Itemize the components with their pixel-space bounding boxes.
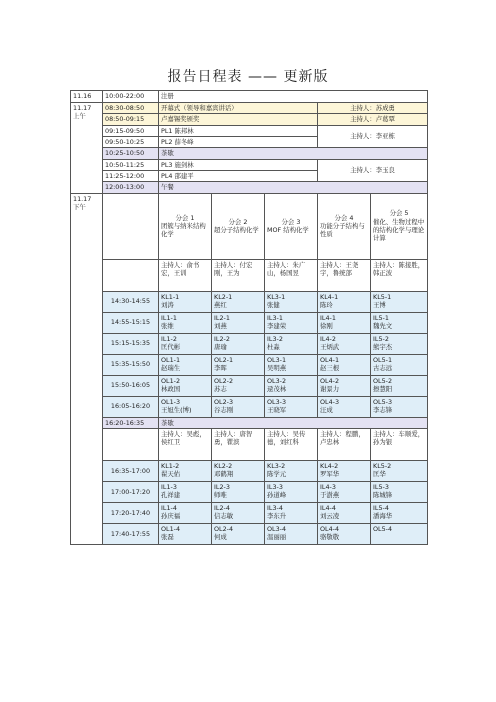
session-name: 分会 5: [389, 209, 409, 218]
session-topic: 超分子结构化学: [214, 226, 259, 235]
talk-cell: [212, 291, 265, 312]
talk-code: OL4-1: [320, 355, 340, 364]
session-host-cell: 主持人：吴传德，刘红科: [265, 428, 318, 460]
talk-code: OL1-3: [161, 397, 181, 406]
talk-cell: [212, 396, 265, 417]
speaker-name: 刘燕: [214, 321, 227, 330]
talk-cell: [212, 333, 265, 354]
talk-code: OL5-1: [373, 355, 393, 364]
session-host-cell: 主持人：朱广山，杨国昱: [265, 259, 318, 291]
date-label: 11.17: [73, 104, 92, 112]
speaker-name: 陈城锋: [373, 491, 393, 500]
talk-cell: [318, 523, 371, 544]
talk-cell: [318, 481, 371, 502]
plenary-cell: PL3 施剑林: [159, 159, 318, 170]
talk-code: OL4-4: [320, 524, 340, 533]
speaker-name: 林政国: [161, 384, 181, 393]
period-label: 上午: [73, 112, 86, 121]
speaker-name: 于澍燕: [320, 491, 340, 500]
talk-code: IL4-2: [320, 334, 336, 343]
speaker-name: 赵瑞生: [161, 363, 181, 372]
host-cell: 主持人：李玉良: [318, 159, 428, 182]
talk-cell: [371, 312, 428, 333]
speaker-name: 魏先文: [373, 321, 393, 330]
speaker-name: 谢景力: [320, 384, 340, 393]
talk-cell: [318, 460, 371, 481]
speaker-name: 逯茂林: [267, 384, 287, 393]
talk-cell: [265, 312, 318, 333]
blank-cell: [103, 428, 159, 460]
talk-code: OL3-1: [267, 355, 287, 364]
time-cell: 17:40-17:55: [103, 523, 159, 544]
session-host-cell: 主持人：程鹏，卢忠林: [318, 428, 371, 460]
opening-cell: 开幕式（领导和嘉宾讲话）: [159, 103, 318, 114]
date-cell: 11.16: [71, 91, 103, 103]
afternoon-date-cell: [71, 193, 103, 544]
speaker-name: 擦慧阳: [373, 384, 393, 393]
time-cell: 17:20-17:40: [103, 502, 159, 523]
talk-cell: [371, 333, 428, 354]
session-name: 分会 4: [334, 213, 354, 222]
session-host-cell: 主持人：陈接胜，韩正波: [371, 259, 428, 291]
speaker-name: 汪成: [320, 405, 333, 414]
talk-code: KL2-2: [214, 461, 233, 470]
talk-cell: [371, 481, 428, 502]
session-header-cell: [159, 193, 212, 259]
talk-cell: [318, 375, 371, 396]
talk-code: OL3-2: [267, 376, 287, 385]
session-header-cell: [318, 193, 371, 259]
talk-code: IL2-2: [214, 334, 230, 343]
talk-cell: [371, 291, 428, 312]
speaker-name: 张维: [161, 321, 174, 330]
speaker-name: 骆敬敬: [320, 533, 340, 542]
talk-code: IL3-2: [267, 334, 283, 343]
speaker-name: 燕红: [214, 300, 227, 309]
time-cell: 08:50-09:15: [103, 114, 159, 125]
speaker-name: 王旭生(博): [161, 405, 192, 414]
plenary-cell: PL1 陈邦林: [159, 125, 318, 136]
time-cell: 16:20-16:35: [103, 417, 159, 428]
talk-code: KL5-1: [373, 292, 392, 301]
speaker-name: 罗军华: [320, 470, 340, 479]
talk-cell: [318, 312, 371, 333]
speaker-name: 李志锋: [373, 405, 393, 414]
talk-cell: [212, 502, 265, 523]
talk-code: IL4-3: [320, 482, 336, 491]
talk-cell: [371, 354, 428, 375]
session-topic: 功能分子结构与性质: [320, 221, 365, 239]
speaker-name: 张健: [267, 300, 280, 309]
speaker-name: 刘云凌: [320, 512, 340, 521]
talk-cell: [265, 354, 318, 375]
blank-cell: [103, 259, 159, 291]
plenary-cell: PL4 邵建平: [159, 170, 318, 181]
talk-cell: [265, 291, 318, 312]
talk-code: OL1-4: [161, 524, 181, 533]
talk-cell: [159, 396, 212, 417]
session-host-cell: 主持人：唐智勇，瞿滨: [212, 428, 265, 460]
talk-code: OL3-3: [267, 397, 287, 406]
page-title: 报告日程表 —— 更新版: [167, 69, 329, 85]
speaker-name: 潘海华: [373, 512, 393, 521]
talk-code: IL2-4: [214, 503, 230, 512]
speaker-name: 赵三根: [320, 363, 340, 372]
talk-cell: [318, 502, 371, 523]
talk-code: KL1-2: [161, 461, 180, 470]
talk-cell: [371, 375, 428, 396]
time-cell: 16:05-16:20: [103, 396, 159, 417]
talk-code: IL1-1: [161, 313, 177, 322]
talk-cell: [318, 291, 371, 312]
talk-code: IL2-3: [214, 482, 230, 491]
talk-cell: [212, 354, 265, 375]
talk-code: IL1-3: [161, 482, 177, 491]
date-label: 11.17: [73, 194, 92, 203]
speaker-name: 谷志刚: [214, 405, 234, 414]
talk-code: IL3-3: [267, 482, 283, 491]
talk-cell: [159, 312, 212, 333]
session-host-cell: 主持人：付宏刚，王为: [212, 259, 265, 291]
time-cell: 16:35-17:00: [103, 460, 159, 481]
talk-code: IL5-1: [373, 313, 389, 322]
session-header-cell: [371, 193, 428, 259]
speaker-name: 李建荣: [267, 321, 287, 330]
talk-code: OL3-4: [267, 524, 287, 533]
time-cell: 17:00-17:20: [103, 481, 159, 502]
speaker-name: 李晖: [214, 363, 227, 372]
talk-cell: [212, 481, 265, 502]
schedule-table: [70, 90, 428, 545]
speaker-name: 古志远: [373, 363, 393, 372]
time-cell: 10:00-22:00: [103, 91, 159, 103]
speaker-name: 匡代彬: [161, 342, 181, 351]
talk-code: IL1-2: [161, 334, 177, 343]
talk-code: OL2-3: [214, 397, 234, 406]
talk-code: OL2-4: [214, 524, 234, 533]
talk-cell: [265, 502, 318, 523]
talk-cell: [265, 460, 318, 481]
time-cell: 14:55-15:15: [103, 312, 159, 333]
talk-cell: [212, 460, 265, 481]
speaker-name: 苏志: [214, 384, 227, 393]
talk-cell: [371, 502, 428, 523]
speaker-name: 杜淼: [267, 342, 280, 351]
speaker-name: 刘涛: [161, 300, 174, 309]
speaker-name: 温丽丽: [267, 533, 287, 542]
talk-code: OL1-1: [161, 355, 181, 364]
host-cell: 主持人：卢葛覃: [318, 114, 428, 125]
speaker-name: 匡华: [373, 470, 386, 479]
talk-cell: [212, 375, 265, 396]
speaker-name: 王博: [373, 300, 386, 309]
morning-date-cell: [71, 103, 103, 194]
talk-cell: [371, 460, 428, 481]
speaker-name: 唐瑜: [214, 342, 227, 351]
talk-cell: [371, 523, 428, 544]
talk-cell: [159, 291, 212, 312]
registration-cell: 注册: [159, 91, 428, 103]
talk-code: OL1-2: [161, 376, 181, 385]
talk-code: IL5-2: [373, 334, 389, 343]
talk-cell: [371, 396, 428, 417]
period-label: 下午: [73, 202, 86, 211]
talk-cell: [265, 481, 318, 502]
session-topic: 催化、生物过程中的结构化学与理论计算: [373, 217, 425, 243]
talk-cell: [318, 396, 371, 417]
talk-code: OL5-4: [373, 524, 393, 533]
talk-code: KL4-1: [320, 292, 339, 301]
talk-code: IL2-1: [214, 313, 230, 322]
talk-cell: [212, 312, 265, 333]
time-cell: 12:00-13:00: [103, 182, 159, 193]
session-host-cell: 主持人：吴彪，侯红卫: [159, 428, 212, 460]
talk-code: OL2-2: [214, 376, 234, 385]
session-header-cell: [212, 193, 265, 259]
speaker-name: 信志敏: [214, 512, 234, 521]
talk-cell: [159, 375, 212, 396]
talk-code: IL5-4: [373, 503, 389, 512]
speaker-name: 孙庆福: [161, 512, 181, 521]
talk-cell: [159, 481, 212, 502]
speaker-name: 吴明燕: [267, 363, 287, 372]
talk-cell: [159, 333, 212, 354]
talk-code: KL5-2: [373, 461, 392, 470]
talk-code: IL5-3: [373, 482, 389, 491]
talk-code: OL4-2: [320, 376, 340, 385]
speaker-name: 孙道峰: [267, 491, 287, 500]
talk-code: KL3-1: [267, 292, 286, 301]
tea-break-cell: 茶歇: [159, 148, 428, 159]
talk-code: KL3-2: [267, 461, 286, 470]
talk-code: IL4-1: [320, 313, 336, 322]
speaker-name: 邓鹤翔: [214, 470, 234, 479]
talk-cell: [318, 354, 371, 375]
award-cell: 卢嘉锡奖颁奖: [159, 114, 318, 125]
time-cell: 15:50-16:05: [103, 375, 159, 396]
speaker-name: 徐刚: [320, 321, 333, 330]
time-cell: 10:50-11:25: [103, 159, 159, 170]
talk-cell: [212, 523, 265, 544]
talk-cell: [265, 396, 318, 417]
time-cell: 09:50-10:25: [103, 136, 159, 147]
speaker-name: 陈学元: [267, 470, 287, 479]
session-header-cell: [265, 193, 318, 259]
talk-code: OL4-3: [320, 397, 340, 406]
time-cell: 10:25-10:50: [103, 148, 159, 159]
blank-cell: [103, 193, 159, 259]
talk-cell: [265, 375, 318, 396]
talk-cell: [159, 460, 212, 481]
time-cell: 08:30-08:50: [103, 103, 159, 114]
host-cell: 主持人：苏成勇: [318, 103, 428, 114]
talk-cell: [265, 333, 318, 354]
host-cell: 主持人：李亚栋: [318, 125, 428, 148]
session-host-cell: 主持人：王尧宇，鲁统部: [318, 259, 371, 291]
speaker-name: 张磊: [161, 533, 174, 542]
talk-code: OL5-3: [373, 397, 393, 406]
time-cell: 09:15-09:50: [103, 125, 159, 136]
talk-cell: [159, 502, 212, 523]
talk-cell: [318, 333, 371, 354]
speaker-name: 陈玲: [320, 300, 333, 309]
session-name: 分会 3: [281, 217, 301, 226]
plenary-cell: PL2 薛冬峰: [159, 136, 318, 147]
time-cell: 11:25-12:00: [103, 170, 159, 181]
session-topic: 团簇与纳米结构化学: [161, 221, 206, 239]
session-name: 分会 2: [228, 217, 248, 226]
time-cell: 15:15-15:35: [103, 333, 159, 354]
talk-cell: [265, 523, 318, 544]
session-host-cell: 主持人：车顺爱，孙为银: [371, 428, 428, 460]
talk-code: IL4-4: [320, 503, 336, 512]
talk-code: KL2-1: [214, 292, 233, 301]
talk-code: IL3-4: [267, 503, 283, 512]
speaker-name: 王炳武: [320, 342, 340, 351]
speaker-name: 熊宇杰: [373, 342, 393, 351]
talk-cell: [159, 523, 212, 544]
speaker-name: 王晓军: [267, 405, 287, 414]
speaker-name: 李东升: [267, 512, 287, 521]
time-cell: 14:30-14:55: [103, 291, 159, 312]
time-cell: 15:35-15:50: [103, 354, 159, 375]
talk-code: KL1-1: [161, 292, 180, 301]
talk-code: KL4-2: [320, 461, 339, 470]
speaker-name: 翟天佑: [161, 470, 181, 479]
speaker-name: 师唯: [214, 491, 227, 500]
talk-code: OL5-2: [373, 376, 393, 385]
session-topic: MOF 结构化学: [267, 226, 309, 235]
speaker-name: 何成: [214, 533, 227, 542]
session-host-cell: 主持人：俞书宏，王训: [159, 259, 212, 291]
lunch-cell: 午餐: [159, 182, 428, 193]
talk-code: OL2-1: [214, 355, 234, 364]
talk-code: IL3-1: [267, 313, 283, 322]
speaker-name: 孔祥建: [161, 491, 181, 500]
session-name: 分会 1: [175, 213, 195, 222]
talk-cell: [159, 354, 212, 375]
talk-code: IL1-4: [161, 503, 177, 512]
tea-break-cell: 茶歇: [159, 417, 428, 428]
